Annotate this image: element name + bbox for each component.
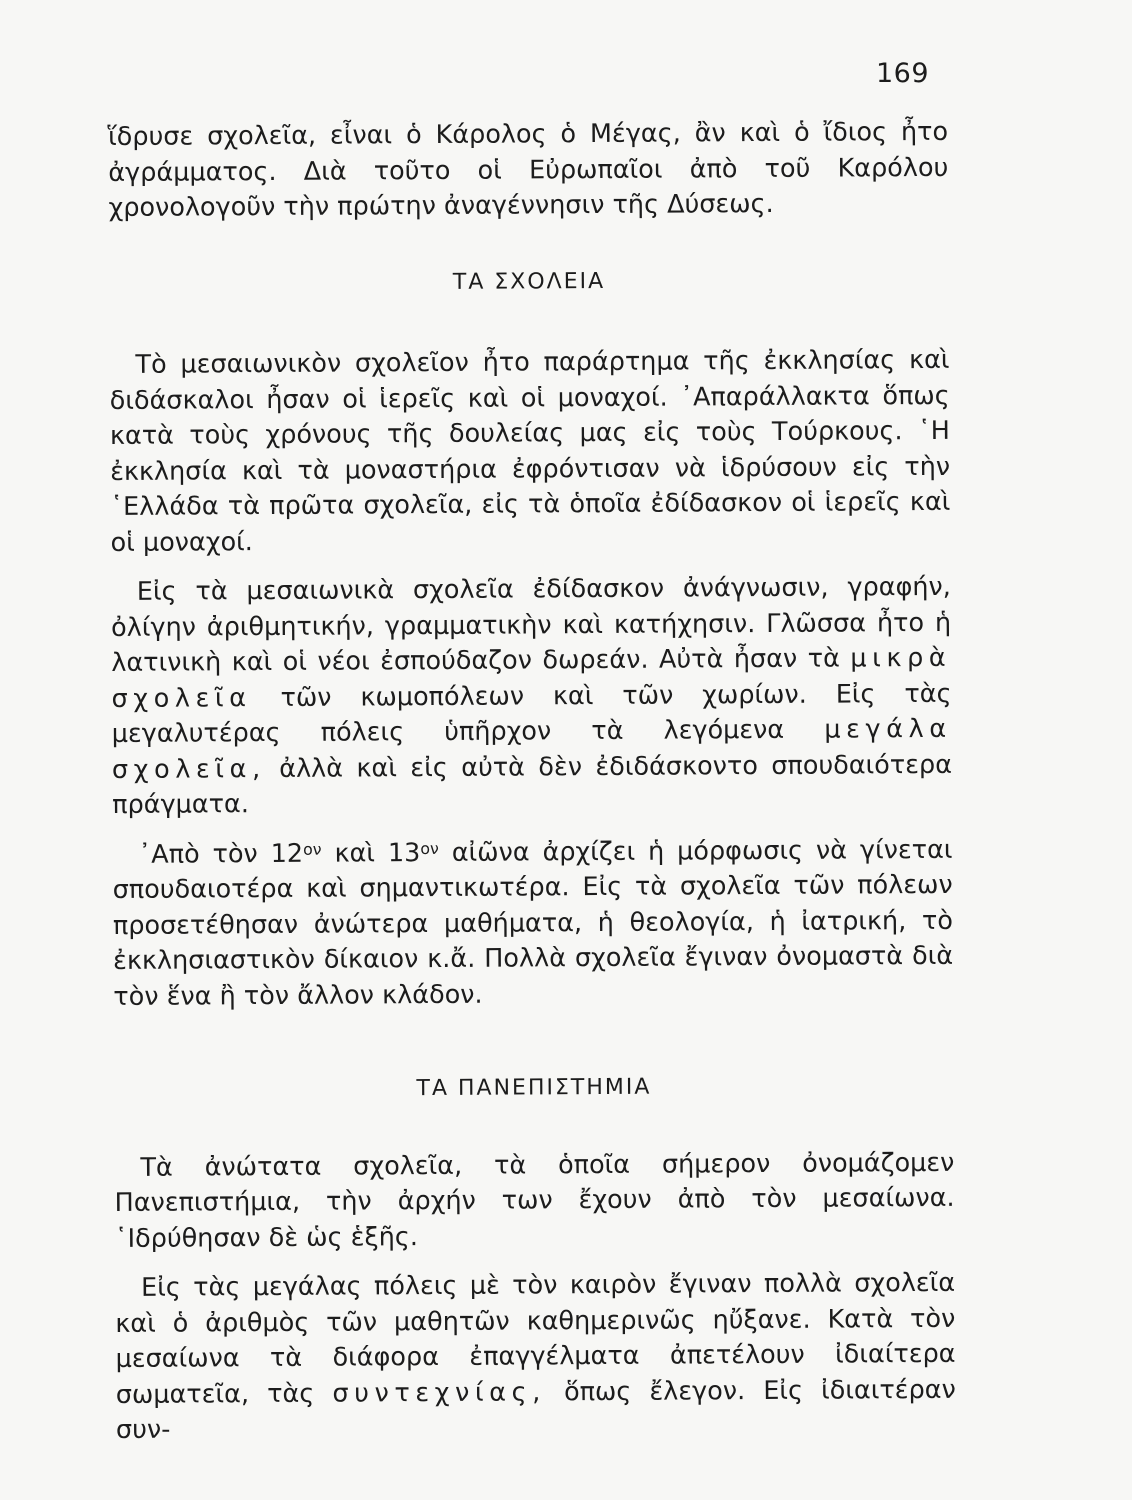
universities-paragraph-2 [115,1266,956,1449]
text-run: αἰῶνα ἀρχίζει ἡ μόρφωσις νὰ γίνεται σπουδαιοτέρα καὶ σημαντικωτέρα. Εἰς τὰ σχολεῖα τῶν πόλεων προσετέθησαν ἀνώτερα μαθήματα, ἡ θεολογία, ἡ ἰατρική, τὸ ἐκκλησιαστικὸν δίκαιον κ.ἄ. Πολλὰ σχολεῖα ἔγιναν ὀνομαστὰ διὰ τὸν ἕνα ἢ τὸν ἄλλον κλάδον. [112,834,954,1012]
section-heading-schools: ΤΑ ΣΧΟΛΕΙΑ [452,268,606,295]
ordinal-suffix: ον [420,838,439,858]
text-run: τῶν κωμοπόλεων καὶ τῶν χωρίων. Εἰς τὰς μεγαλυτέρας πόλεις ὑπῆρχον τὰ λεγόμενα [111,678,952,749]
text-run: καὶ 13 [334,837,421,869]
spaced-emphasis: συντεχνίας, [332,1376,546,1409]
spaced-emphasis: μικρὰ σχολεῖα [111,642,952,714]
schools-paragraph-2 [111,570,953,824]
intro-paragraph: ἵδρυσε σχολεῖα, εἶναι ὁ Κάρολος ὁ Μέγας, ἂν καὶ ὁ ἴδιος ἦτο ἀγράμματος. Διὰ τοῦτο οἱ Εὐρωπαῖοι ἀπὸ τοῦ Καρόλου χρονολογοῦν τὴν πρώτην ἀναγέννησιν τῆς Δύσεως. [108,116,949,223]
schools-paragraph-3 [112,832,953,1015]
ordinal-suffix: ον [303,839,322,859]
text-run: ᾿Απὸ τὸν 12 [138,838,304,870]
text-run: ὅπως ἔλεγον. Εἰς ἰδιαιτέραν συν- [115,1374,956,1445]
universities-paragraph-1: Τὰ ἀνώτατα σχολεῖα, τὰ ὁποῖα σήμερον ὀνομάζομεν Πανεπιστήμια, τὴν ἀρχήν των ἔχουν ἀπὸ τὸν μεσαίωνα. ῾Ιδρύθησαν δὲ ὡς ἑξῆς. [114,1147,955,1254]
section-heading-universities: ΤΑ ΠΑΝΕΠΙΣΤΗΜΙΑ [416,1074,652,1102]
text-run: ἀλλὰ καὶ εἰς αὐτὰ δὲν ἐδιδάσκοντο σπουδαιότερα πράγματα. [112,749,953,820]
text-run: Εἰς τὰς μεγάλας πόλεις μὲ τὸν καιρὸν ἔγιναν πολλὰ σχολεῖα καὶ ὁ ἀριθμὸς τῶν μαθητῶν καθημερινῶς ηὔξανε. Κατὰ τὸν μεσαίωνα τὰ διάφορα ἐπαγγέλματα ἀπετέλουν ἰδιαίτερα σωματεῖα, τὰς [115,1267,956,1410]
page-body [108,115,956,1449]
text-run: Εἰς τὰ μεσαιωνικὰ σχολεῖα ἐδίδασκον ἀνάγνωσιν, γραφήν, ὀλίγην ἀριθμητικήν, γραμματικὴν καὶ κατήχησιν. Γλῶσσα ἦτο ἡ λατινικὴ καὶ οἱ νέοι ἐσπούδαζον δωρεάν. Αὐτὰ ἦσαν τὰ [111,571,952,678]
schools-paragraph-1: Τὸ μεσαιωνικὸν σχολεῖον ἦτο παράρτημα τῆς ἐκκλησίας καὶ διδάσκαλοι ἦσαν οἱ ἱερεῖς καὶ οἱ μοναχοί. ᾿Απαράλλακτα ὅπως κατὰ τοὺς χρόνους τῆς δουλείας μας εἰς τοὺς Τούρκους. ῾Η ἐκκλησία καὶ τὰ μοναστήρια ἐφρόντισαν νὰ ἱδρύσουν εἰς τὴν ῾Ελλάδα τὰ πρῶτα σχολεῖα, εἰς τὰ ὁποῖα ἐδίδασκον οἱ ἱερεῖς καὶ οἱ μοναχοί. [109,344,951,558]
page-number: 169 [876,58,930,89]
spaced-emphasis: μεγάλα σχολεῖα, [111,713,952,785]
